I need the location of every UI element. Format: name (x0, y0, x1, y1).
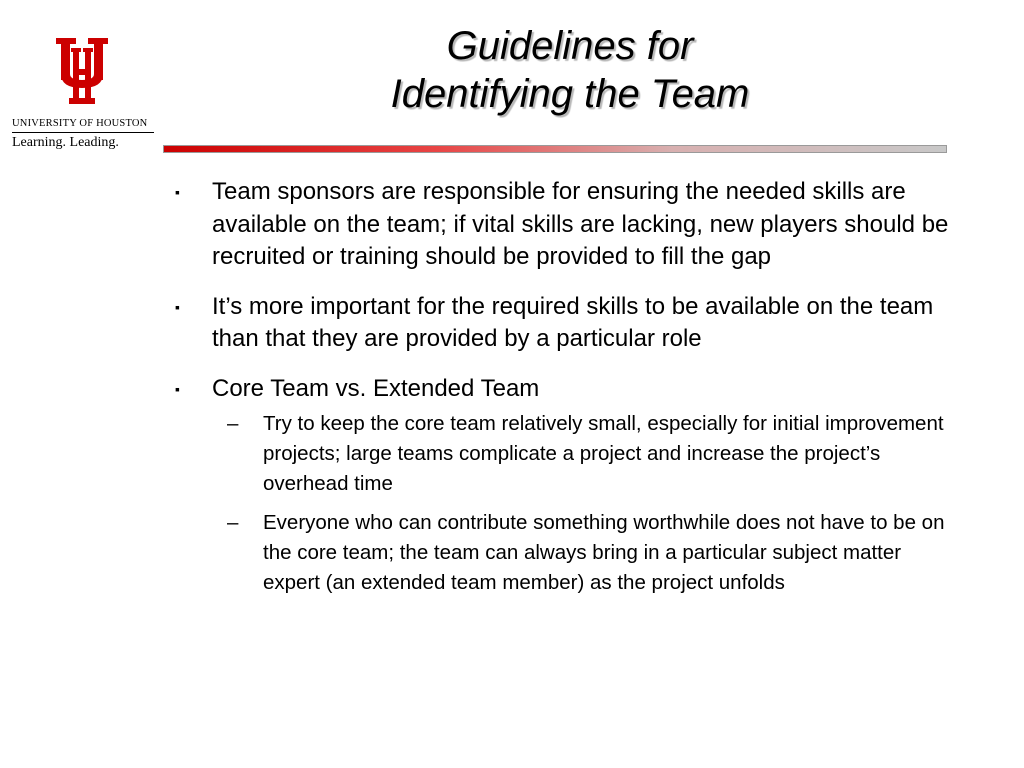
sub-bullet-text: Try to keep the core team relatively small, especially for initial improvement projects; large teams complicate a project and increase the project’s overhead time (263, 412, 944, 495)
bullet-text: It’s more important for the required skills to be available on the team than that they are provided by a particular role (212, 292, 934, 352)
sub-bullet-item (172, 409, 952, 499)
bullet-text: Core Team vs. Extended Team (212, 374, 540, 402)
institution-tagline: Learning. Leading. (12, 135, 119, 150)
square-bullet-icon: ▪ (175, 298, 180, 315)
sub-bullet-text: Everyone who can contribute something worthwhile does not have to be on the core team; the team can always bring in a particular subject matter expert (an extended team member) as the project unfolds (263, 511, 945, 594)
slide-title-line-2: Identifying the Team (390, 72, 750, 116)
slide-title (280, 22, 860, 118)
square-bullet-icon: ▪ (175, 184, 180, 200)
dash-bullet-icon: – (227, 412, 239, 435)
bullet-text: Team sponsors are responsible for ensuring the needed skills are available on the team; if vital skills are lacking, new players should be recruited or training should be provided to fill the gap (212, 178, 949, 270)
bullet-item (172, 176, 952, 274)
slide-body (172, 176, 952, 607)
sub-bullet-item (172, 508, 952, 598)
square-bullet-icon: ▪ (175, 380, 180, 397)
logo-divider (12, 132, 154, 133)
bullet-item (172, 291, 952, 356)
dash-bullet-icon: – (227, 511, 239, 534)
slide-title-line-1: Guidelines for (446, 24, 694, 68)
bullet-item (172, 373, 952, 406)
title-divider-bar (163, 145, 947, 153)
institution-name: UNIVERSITY OF HOUSTON (12, 118, 148, 129)
uh-monogram-icon (54, 36, 110, 106)
university-logo (12, 36, 158, 151)
